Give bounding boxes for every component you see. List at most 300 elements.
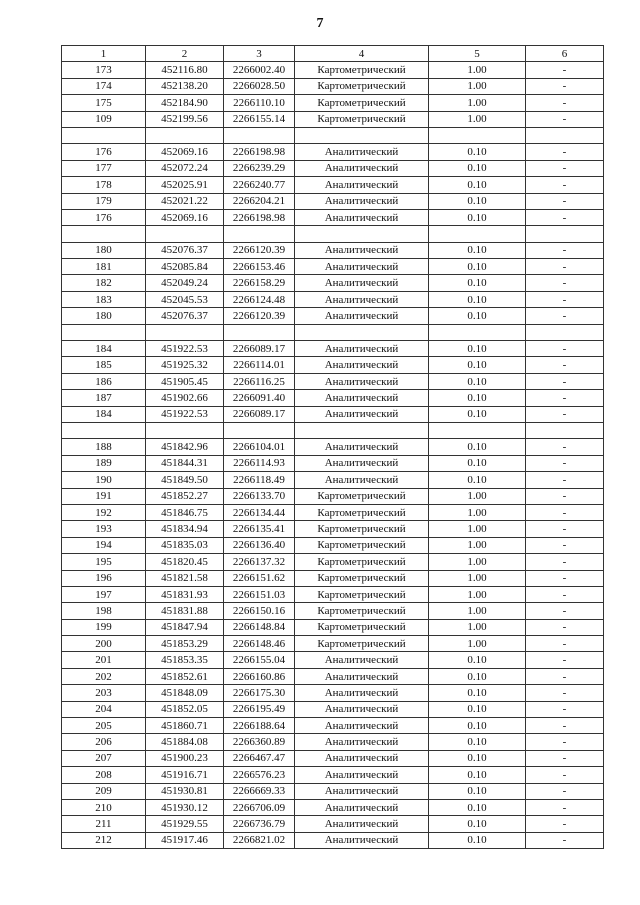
table-cell: 451852.61 bbox=[146, 668, 224, 684]
table-cell: 200 bbox=[62, 636, 146, 652]
table-cell: - bbox=[526, 209, 604, 225]
column-header: 2 bbox=[146, 46, 224, 62]
table-cell: 207 bbox=[62, 750, 146, 766]
table-cell: - bbox=[526, 816, 604, 832]
table-cell: 2266576.23 bbox=[224, 767, 295, 783]
table-cell: - bbox=[526, 259, 604, 275]
table-row bbox=[62, 111, 604, 127]
table-cell: 452199.56 bbox=[146, 111, 224, 127]
table-cell: 451853.35 bbox=[146, 652, 224, 668]
group-separator-row bbox=[62, 324, 604, 340]
table-row bbox=[62, 668, 604, 684]
table-cell: 2266160.86 bbox=[224, 668, 295, 684]
table-cell: 451852.27 bbox=[146, 488, 224, 504]
table-row bbox=[62, 783, 604, 799]
table-cell: 1.00 bbox=[429, 603, 526, 619]
table-cell: 1.00 bbox=[429, 570, 526, 586]
table-cell: Картометрический bbox=[295, 603, 429, 619]
table-row bbox=[62, 554, 604, 570]
table-cell: 186 bbox=[62, 373, 146, 389]
table-cell: - bbox=[526, 95, 604, 111]
table-row bbox=[62, 832, 604, 848]
table-cell: - bbox=[526, 832, 604, 848]
table-cell: 452072.24 bbox=[146, 160, 224, 176]
table-row bbox=[62, 455, 604, 471]
table-cell: 191 bbox=[62, 488, 146, 504]
table-cell: 451884.08 bbox=[146, 734, 224, 750]
table-cell: 452184.90 bbox=[146, 95, 224, 111]
table-cell: 2266114.93 bbox=[224, 455, 295, 471]
table-cell: 2266706.09 bbox=[224, 799, 295, 815]
table-cell: Аналитический bbox=[295, 390, 429, 406]
table-cell: 0.10 bbox=[429, 455, 526, 471]
table-cell: 2266091.40 bbox=[224, 390, 295, 406]
table-cell: 203 bbox=[62, 685, 146, 701]
table-cell: 2266155.14 bbox=[224, 111, 295, 127]
table-cell: 0.10 bbox=[429, 406, 526, 422]
table-cell: 2266136.40 bbox=[224, 537, 295, 553]
table-cell: - bbox=[526, 570, 604, 586]
empty-cell bbox=[224, 127, 295, 143]
table-row bbox=[62, 537, 604, 553]
table-cell: 0.10 bbox=[429, 259, 526, 275]
table-cell: Картометрический bbox=[295, 570, 429, 586]
table-cell: 187 bbox=[62, 390, 146, 406]
table-cell: - bbox=[526, 308, 604, 324]
table-cell: 192 bbox=[62, 504, 146, 520]
table-cell: 1.00 bbox=[429, 619, 526, 635]
table-cell: Аналитический bbox=[295, 455, 429, 471]
table-cell: - bbox=[526, 521, 604, 537]
table-cell: - bbox=[526, 504, 604, 520]
table-cell: 2266175.30 bbox=[224, 685, 295, 701]
table-cell: 174 bbox=[62, 78, 146, 94]
table-cell: - bbox=[526, 767, 604, 783]
table-cell: 193 bbox=[62, 521, 146, 537]
table-header-row bbox=[62, 46, 604, 62]
table-cell: 194 bbox=[62, 537, 146, 553]
table-cell: 2266239.29 bbox=[224, 160, 295, 176]
table-cell: 2266114.01 bbox=[224, 357, 295, 373]
table-cell: 211 bbox=[62, 816, 146, 832]
table-cell: 196 bbox=[62, 570, 146, 586]
empty-cell bbox=[295, 324, 429, 340]
column-header: 3 bbox=[224, 46, 295, 62]
empty-cell bbox=[224, 226, 295, 242]
table-cell: 188 bbox=[62, 439, 146, 455]
table-row bbox=[62, 357, 604, 373]
table-cell: - bbox=[526, 668, 604, 684]
column-header: 5 bbox=[429, 46, 526, 62]
empty-cell bbox=[526, 127, 604, 143]
table-cell: 452021.22 bbox=[146, 193, 224, 209]
table-cell: 2266148.46 bbox=[224, 636, 295, 652]
table-cell: Аналитический bbox=[295, 668, 429, 684]
table-cell: 185 bbox=[62, 357, 146, 373]
table-row bbox=[62, 308, 604, 324]
empty-cell bbox=[62, 127, 146, 143]
table-cell: - bbox=[526, 78, 604, 94]
table-cell: - bbox=[526, 603, 604, 619]
empty-cell bbox=[295, 422, 429, 438]
table-cell: - bbox=[526, 734, 604, 750]
table-cell: 452069.16 bbox=[146, 209, 224, 225]
empty-cell bbox=[224, 422, 295, 438]
table-cell: 1.00 bbox=[429, 78, 526, 94]
table-cell: 2266148.84 bbox=[224, 619, 295, 635]
table-cell: 451905.45 bbox=[146, 373, 224, 389]
table-cell: Картометрический bbox=[295, 586, 429, 602]
table-cell: 2266089.17 bbox=[224, 341, 295, 357]
table-cell: 206 bbox=[62, 734, 146, 750]
table-cell: 451853.29 bbox=[146, 636, 224, 652]
table-cell: 212 bbox=[62, 832, 146, 848]
table-cell: 173 bbox=[62, 62, 146, 78]
table-row bbox=[62, 521, 604, 537]
table-cell: Аналитический bbox=[295, 291, 429, 307]
table-cell: 181 bbox=[62, 259, 146, 275]
table-cell: 451846.75 bbox=[146, 504, 224, 520]
table-cell: 1.00 bbox=[429, 521, 526, 537]
table-cell: 0.10 bbox=[429, 701, 526, 717]
table-cell: Аналитический bbox=[295, 275, 429, 291]
table-cell: 2266118.49 bbox=[224, 472, 295, 488]
table-cell: - bbox=[526, 554, 604, 570]
table-cell: - bbox=[526, 160, 604, 176]
table-cell: 0.10 bbox=[429, 832, 526, 848]
table-cell: 2266360.89 bbox=[224, 734, 295, 750]
table-cell: 451922.53 bbox=[146, 406, 224, 422]
table-cell: 179 bbox=[62, 193, 146, 209]
table-cell: Картометрический bbox=[295, 78, 429, 94]
table-cell: 2266198.98 bbox=[224, 144, 295, 160]
table-cell: Аналитический bbox=[295, 242, 429, 258]
table-cell: 451831.88 bbox=[146, 603, 224, 619]
table-cell: 205 bbox=[62, 718, 146, 734]
table-row bbox=[62, 750, 604, 766]
table-cell: Картометрический bbox=[295, 95, 429, 111]
empty-cell bbox=[429, 127, 526, 143]
empty-cell bbox=[526, 226, 604, 242]
table-row bbox=[62, 488, 604, 504]
table-cell: 451860.71 bbox=[146, 718, 224, 734]
table-row bbox=[62, 160, 604, 176]
table-cell: 0.10 bbox=[429, 177, 526, 193]
table-row bbox=[62, 652, 604, 668]
table-cell: 2266240.77 bbox=[224, 177, 295, 193]
column-header: 1 bbox=[62, 46, 146, 62]
table-cell: - bbox=[526, 390, 604, 406]
empty-cell bbox=[146, 127, 224, 143]
table-cell: 0.10 bbox=[429, 668, 526, 684]
table-cell: 209 bbox=[62, 783, 146, 799]
table-cell: 2266736.79 bbox=[224, 816, 295, 832]
table-cell: 451900.23 bbox=[146, 750, 224, 766]
table-cell: 451834.94 bbox=[146, 521, 224, 537]
table-cell: 0.10 bbox=[429, 144, 526, 160]
table-cell: 2266204.21 bbox=[224, 193, 295, 209]
table-cell: Картометрический bbox=[295, 636, 429, 652]
table-cell: 1.00 bbox=[429, 111, 526, 127]
table-cell: 1.00 bbox=[429, 504, 526, 520]
table-row bbox=[62, 78, 604, 94]
table-cell: 180 bbox=[62, 308, 146, 324]
table-cell: 0.10 bbox=[429, 685, 526, 701]
table-cell: - bbox=[526, 111, 604, 127]
table-cell: - bbox=[526, 718, 604, 734]
table-cell: 0.10 bbox=[429, 275, 526, 291]
table-row bbox=[62, 603, 604, 619]
table-cell: Аналитический bbox=[295, 308, 429, 324]
table-cell: - bbox=[526, 685, 604, 701]
empty-cell bbox=[146, 324, 224, 340]
table-cell: Аналитический bbox=[295, 783, 429, 799]
table-cell: 0.10 bbox=[429, 373, 526, 389]
table-row bbox=[62, 144, 604, 160]
table-cell: 2266124.48 bbox=[224, 291, 295, 307]
table-cell: 2266195.49 bbox=[224, 701, 295, 717]
table-cell: Аналитический bbox=[295, 734, 429, 750]
table-cell: - bbox=[526, 177, 604, 193]
table-cell: 183 bbox=[62, 291, 146, 307]
table-cell: Аналитический bbox=[295, 685, 429, 701]
table-cell: 451848.09 bbox=[146, 685, 224, 701]
table-cell: 0.10 bbox=[429, 341, 526, 357]
table-cell: 2266198.98 bbox=[224, 209, 295, 225]
table-cell: 451917.46 bbox=[146, 832, 224, 848]
table-cell: 451925.32 bbox=[146, 357, 224, 373]
table-cell: Картометрический bbox=[295, 554, 429, 570]
table-cell: 2266669.33 bbox=[224, 783, 295, 799]
table-cell: 451831.93 bbox=[146, 586, 224, 602]
table-cell: Картометрический bbox=[295, 504, 429, 520]
table-cell: 452116.80 bbox=[146, 62, 224, 78]
table-cell: 177 bbox=[62, 160, 146, 176]
table-cell: 197 bbox=[62, 586, 146, 602]
table-cell: 0.10 bbox=[429, 439, 526, 455]
table-cell: 451835.03 bbox=[146, 537, 224, 553]
table-cell: Аналитический bbox=[295, 701, 429, 717]
table-cell: 2266028.50 bbox=[224, 78, 295, 94]
table-cell: 208 bbox=[62, 767, 146, 783]
table-cell: 2266188.64 bbox=[224, 718, 295, 734]
empty-cell bbox=[62, 324, 146, 340]
empty-cell bbox=[146, 226, 224, 242]
table-cell: 1.00 bbox=[429, 95, 526, 111]
table-cell: 2266120.39 bbox=[224, 308, 295, 324]
table-cell: 0.10 bbox=[429, 767, 526, 783]
table-row bbox=[62, 816, 604, 832]
empty-cell bbox=[526, 422, 604, 438]
table-cell: 2266089.17 bbox=[224, 406, 295, 422]
table-cell: Аналитический bbox=[295, 439, 429, 455]
empty-cell bbox=[62, 422, 146, 438]
table-cell: - bbox=[526, 144, 604, 160]
table-cell: 0.10 bbox=[429, 816, 526, 832]
table-cell: Картометрический bbox=[295, 488, 429, 504]
table-cell: Аналитический bbox=[295, 718, 429, 734]
table-row bbox=[62, 701, 604, 717]
table-cell: 452076.37 bbox=[146, 242, 224, 258]
table-cell: - bbox=[526, 341, 604, 357]
empty-cell bbox=[429, 324, 526, 340]
table-cell: - bbox=[526, 783, 604, 799]
table-cell: 451821.58 bbox=[146, 570, 224, 586]
table-row bbox=[62, 275, 604, 291]
table-cell: 0.10 bbox=[429, 357, 526, 373]
table-cell: 180 bbox=[62, 242, 146, 258]
table-row bbox=[62, 586, 604, 602]
table-cell: 176 bbox=[62, 209, 146, 225]
table-cell: - bbox=[526, 799, 604, 815]
table-row bbox=[62, 767, 604, 783]
table-cell: 175 bbox=[62, 95, 146, 111]
table-cell: 2266120.39 bbox=[224, 242, 295, 258]
table-cell: 176 bbox=[62, 144, 146, 160]
table-row bbox=[62, 472, 604, 488]
table-cell: 1.00 bbox=[429, 586, 526, 602]
table-cell: 1.00 bbox=[429, 554, 526, 570]
table-cell: 452069.16 bbox=[146, 144, 224, 160]
table-cell: 204 bbox=[62, 701, 146, 717]
table-body bbox=[62, 62, 604, 849]
table-cell: 190 bbox=[62, 472, 146, 488]
table-cell: 199 bbox=[62, 619, 146, 635]
table-cell: Аналитический bbox=[295, 750, 429, 766]
table-cell: - bbox=[526, 193, 604, 209]
table-cell: 0.10 bbox=[429, 390, 526, 406]
table-cell: - bbox=[526, 488, 604, 504]
table-cell: 451930.12 bbox=[146, 799, 224, 815]
table-cell: 0.10 bbox=[429, 242, 526, 258]
table-cell: Аналитический bbox=[295, 259, 429, 275]
table-row bbox=[62, 373, 604, 389]
table-cell: - bbox=[526, 406, 604, 422]
table-cell: 198 bbox=[62, 603, 146, 619]
table-cell: - bbox=[526, 242, 604, 258]
empty-cell bbox=[146, 422, 224, 438]
table-cell: 202 bbox=[62, 668, 146, 684]
table-cell: 109 bbox=[62, 111, 146, 127]
table-row bbox=[62, 62, 604, 78]
table-cell: - bbox=[526, 357, 604, 373]
table-cell: - bbox=[526, 275, 604, 291]
table-cell: Аналитический bbox=[295, 177, 429, 193]
table-row bbox=[62, 177, 604, 193]
table-cell: 451849.50 bbox=[146, 472, 224, 488]
table-cell: 1.00 bbox=[429, 537, 526, 553]
table-row bbox=[62, 193, 604, 209]
table-cell: 2266151.62 bbox=[224, 570, 295, 586]
table-row bbox=[62, 570, 604, 586]
table-cell: Картометрический bbox=[295, 537, 429, 553]
table-cell: 0.10 bbox=[429, 718, 526, 734]
group-separator-row bbox=[62, 127, 604, 143]
table-cell: 189 bbox=[62, 455, 146, 471]
table-row bbox=[62, 619, 604, 635]
empty-cell bbox=[295, 226, 429, 242]
table-row bbox=[62, 259, 604, 275]
table-cell: - bbox=[526, 62, 604, 78]
table-row bbox=[62, 341, 604, 357]
table-cell: - bbox=[526, 537, 604, 553]
table-row bbox=[62, 291, 604, 307]
table-cell: Аналитический bbox=[295, 767, 429, 783]
table-cell: 451847.94 bbox=[146, 619, 224, 635]
table-cell: Картометрический bbox=[295, 521, 429, 537]
table-cell: Картометрический bbox=[295, 619, 429, 635]
table-cell: 2266134.44 bbox=[224, 504, 295, 520]
table-cell: 0.10 bbox=[429, 308, 526, 324]
table-cell: 2266153.46 bbox=[224, 259, 295, 275]
table-cell: 0.10 bbox=[429, 160, 526, 176]
table-row bbox=[62, 685, 604, 701]
table-cell: 210 bbox=[62, 799, 146, 815]
table-cell: Аналитический bbox=[295, 160, 429, 176]
table-cell: Аналитический bbox=[295, 357, 429, 373]
table-cell: 451844.31 bbox=[146, 455, 224, 471]
table-cell: - bbox=[526, 439, 604, 455]
table-cell: Аналитический bbox=[295, 652, 429, 668]
table-cell: 2266155.04 bbox=[224, 652, 295, 668]
table-row bbox=[62, 504, 604, 520]
table-cell: 2266150.16 bbox=[224, 603, 295, 619]
table-cell: 0.10 bbox=[429, 750, 526, 766]
table-cell: 1.00 bbox=[429, 636, 526, 652]
table-cell: Аналитический bbox=[295, 816, 429, 832]
table-cell: - bbox=[526, 636, 604, 652]
table-cell: - bbox=[526, 291, 604, 307]
table-cell: 0.10 bbox=[429, 734, 526, 750]
table-cell: 0.10 bbox=[429, 783, 526, 799]
table-cell: 451916.71 bbox=[146, 767, 224, 783]
table-cell: 201 bbox=[62, 652, 146, 668]
group-separator-row bbox=[62, 422, 604, 438]
table-cell: 0.10 bbox=[429, 209, 526, 225]
table-cell: Аналитический bbox=[295, 193, 429, 209]
table-row bbox=[62, 636, 604, 652]
table-cell: Аналитический bbox=[295, 144, 429, 160]
table-cell: 452049.24 bbox=[146, 275, 224, 291]
table-cell: 452138.20 bbox=[146, 78, 224, 94]
table-cell: 452085.84 bbox=[146, 259, 224, 275]
table-cell: 451929.55 bbox=[146, 816, 224, 832]
table-cell: Аналитический bbox=[295, 341, 429, 357]
empty-cell bbox=[295, 127, 429, 143]
table-cell: 2266104.01 bbox=[224, 439, 295, 455]
table-cell: Аналитический bbox=[295, 406, 429, 422]
table-cell: 451842.96 bbox=[146, 439, 224, 455]
table-cell: Картометрический bbox=[295, 62, 429, 78]
table-cell: 182 bbox=[62, 275, 146, 291]
table-cell: Аналитический bbox=[295, 373, 429, 389]
table-cell: - bbox=[526, 472, 604, 488]
group-separator-row bbox=[62, 226, 604, 242]
page-number: 7 bbox=[316, 16, 324, 31]
table-cell: - bbox=[526, 455, 604, 471]
table-cell: Аналитический bbox=[295, 799, 429, 815]
table-cell: 451930.81 bbox=[146, 783, 224, 799]
table-cell: 2266137.32 bbox=[224, 554, 295, 570]
coordinates-table bbox=[61, 45, 604, 849]
empty-cell bbox=[224, 324, 295, 340]
table-cell: 1.00 bbox=[429, 488, 526, 504]
table-row bbox=[62, 209, 604, 225]
table-row bbox=[62, 95, 604, 111]
table-row bbox=[62, 734, 604, 750]
table-cell: 452045.53 bbox=[146, 291, 224, 307]
table-cell: 0.10 bbox=[429, 652, 526, 668]
